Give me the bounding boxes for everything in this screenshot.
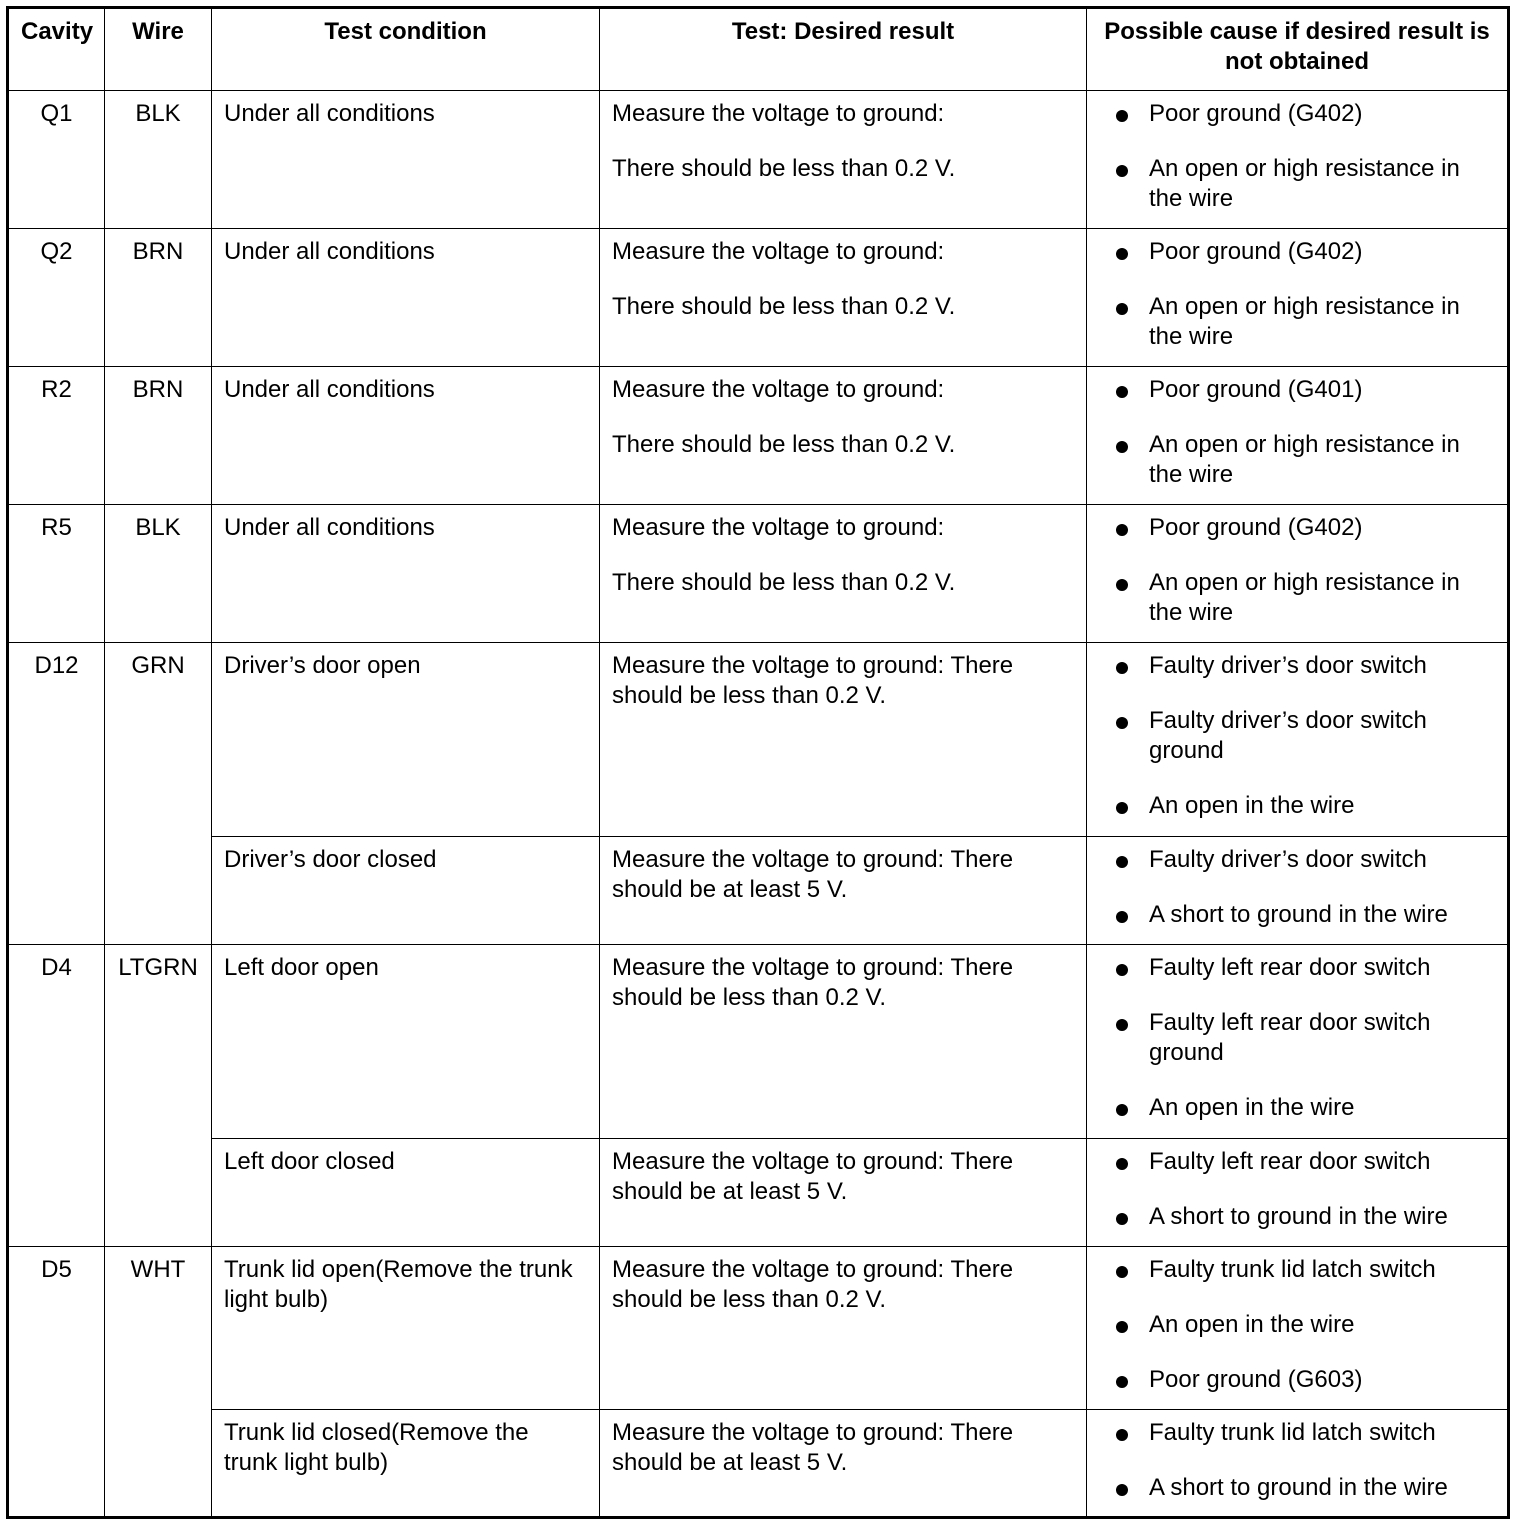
condition-cell: Left door open	[212, 945, 600, 1139]
condition-cell: Left door closed	[212, 1139, 600, 1247]
cause-item: An open in the wire	[1149, 1093, 1495, 1123]
condition-cell: Under all conditions	[212, 91, 600, 229]
header-test-condition: Test condition	[212, 8, 600, 91]
condition-cell: Trunk lid closed(Remove the trunk light bulb)	[212, 1410, 600, 1518]
result-cell	[600, 945, 1087, 1139]
causes-cell	[1087, 367, 1509, 505]
result-cell	[600, 643, 1087, 837]
table-row	[8, 945, 1509, 1139]
table-row	[8, 643, 1509, 837]
wire-cell: BLK	[105, 91, 212, 229]
cause-list	[1099, 1418, 1495, 1503]
cause-item: Faulty trunk lid latch switch	[1149, 1418, 1495, 1448]
result-line: Measure the voltage to ground:	[612, 514, 945, 541]
cause-item: Poor ground (G402)	[1149, 237, 1495, 267]
cause-item: Faulty left rear door switch ground	[1149, 1008, 1495, 1068]
cavity-cell: D12	[8, 643, 105, 945]
condition-cell: Under all conditions	[212, 505, 600, 643]
cause-list	[1099, 845, 1495, 930]
cause-item: An open or high resistance in the wire	[1149, 292, 1495, 352]
cause-item: An open or high resistance in the wire	[1149, 568, 1495, 628]
cavity-cell: Q1	[8, 91, 105, 229]
causes-cell	[1087, 643, 1509, 837]
result-cell	[600, 1247, 1087, 1410]
result-line: Measure the voltage to ground: There should be at least 5 V.	[612, 1148, 1014, 1205]
header-wire: Wire	[105, 8, 212, 91]
result-line: Measure the voltage to ground: There should be less than 0.2 V.	[612, 652, 1014, 709]
result-cell	[600, 837, 1087, 945]
condition-cell: Under all conditions	[212, 229, 600, 367]
cause-item: A short to ground in the wire	[1149, 1202, 1495, 1232]
cause-item: Poor ground (G401)	[1149, 375, 1495, 405]
result-line: Measure the voltage to ground:	[612, 238, 945, 265]
result-line: There should be less than 0.2 V.	[612, 155, 956, 182]
result-cell	[600, 1410, 1087, 1518]
wire-cell: LTGRN	[105, 945, 212, 1247]
cause-list	[1099, 375, 1495, 490]
wire-cell: BRN	[105, 229, 212, 367]
result-line: Measure the voltage to ground: There should be less than 0.2 V.	[612, 1256, 1014, 1313]
cause-item: An open or high resistance in the wire	[1149, 154, 1495, 214]
condition-cell: Trunk lid open(Remove the trunk light bulb)	[212, 1247, 600, 1410]
result-line: Measure the voltage to ground: There should be at least 5 V.	[612, 846, 1014, 903]
result-line: There should be less than 0.2 V.	[612, 569, 956, 596]
header-possible-cause: Possible cause if desired result is not obtained	[1087, 8, 1509, 91]
header-row	[8, 8, 1509, 91]
causes-cell	[1087, 91, 1509, 229]
table-row	[8, 1247, 1509, 1410]
cause-list	[1099, 953, 1495, 1123]
cause-list	[1099, 99, 1495, 214]
cause-list	[1099, 1255, 1495, 1395]
causes-cell	[1087, 1139, 1509, 1247]
result-cell	[600, 505, 1087, 643]
wire-cell: BRN	[105, 367, 212, 505]
table-row	[8, 1410, 1509, 1518]
table-row	[8, 367, 1509, 505]
result-cell	[600, 1139, 1087, 1247]
cause-item: Faulty trunk lid latch switch	[1149, 1255, 1495, 1285]
result-line: There should be less than 0.2 V.	[612, 431, 956, 458]
result-line: Measure the voltage to ground:	[612, 376, 945, 403]
condition-cell: Driver’s door open	[212, 643, 600, 837]
causes-cell	[1087, 1247, 1509, 1410]
cause-item: An open or high resistance in the wire	[1149, 430, 1495, 490]
condition-cell: Driver’s door closed	[212, 837, 600, 945]
header-desired-result: Test: Desired result	[600, 8, 1087, 91]
result-cell	[600, 229, 1087, 367]
cause-item: Faulty driver’s door switch	[1149, 651, 1495, 681]
table-row	[8, 505, 1509, 643]
cause-item: A short to ground in the wire	[1149, 900, 1495, 930]
wire-cell: WHT	[105, 1247, 212, 1518]
table-row	[8, 837, 1509, 945]
cause-item: Faulty driver’s door switch ground	[1149, 706, 1495, 766]
cavity-cell: Q2	[8, 229, 105, 367]
cause-list	[1099, 513, 1495, 628]
diagnostic-table	[6, 6, 1510, 1519]
cause-list	[1099, 237, 1495, 352]
result-line: Measure the voltage to ground: There should be at least 5 V.	[612, 1419, 1014, 1476]
table-row	[8, 229, 1509, 367]
table-row	[8, 91, 1509, 229]
cavity-cell: R2	[8, 367, 105, 505]
causes-cell	[1087, 837, 1509, 945]
cause-list	[1099, 1147, 1495, 1232]
cavity-cell: D4	[8, 945, 105, 1247]
cause-item: Faulty left rear door switch	[1149, 1147, 1495, 1177]
result-cell	[600, 367, 1087, 505]
condition-cell: Under all conditions	[212, 367, 600, 505]
cause-item: Faulty left rear door switch	[1149, 953, 1495, 983]
cause-item: Faulty driver’s door switch	[1149, 845, 1495, 875]
result-cell	[600, 91, 1087, 229]
causes-cell	[1087, 505, 1509, 643]
cause-list	[1099, 651, 1495, 821]
cause-item: An open in the wire	[1149, 791, 1495, 821]
result-line: Measure the voltage to ground:	[612, 100, 945, 127]
header-cavity: Cavity	[8, 8, 105, 91]
cause-item: Poor ground (G402)	[1149, 513, 1495, 543]
result-line: Measure the voltage to ground: There should be less than 0.2 V.	[612, 954, 1014, 1011]
wire-cell: BLK	[105, 505, 212, 643]
cause-item: A short to ground in the wire	[1149, 1473, 1495, 1503]
cavity-cell: R5	[8, 505, 105, 643]
causes-cell	[1087, 229, 1509, 367]
cause-item: Poor ground (G402)	[1149, 99, 1495, 129]
cause-item: Poor ground (G603)	[1149, 1365, 1495, 1395]
wire-cell: GRN	[105, 643, 212, 945]
table-row	[8, 1139, 1509, 1247]
cause-item: An open in the wire	[1149, 1310, 1495, 1340]
causes-cell	[1087, 945, 1509, 1139]
result-line: There should be less than 0.2 V.	[612, 293, 956, 320]
causes-cell	[1087, 1410, 1509, 1518]
cavity-cell: D5	[8, 1247, 105, 1518]
